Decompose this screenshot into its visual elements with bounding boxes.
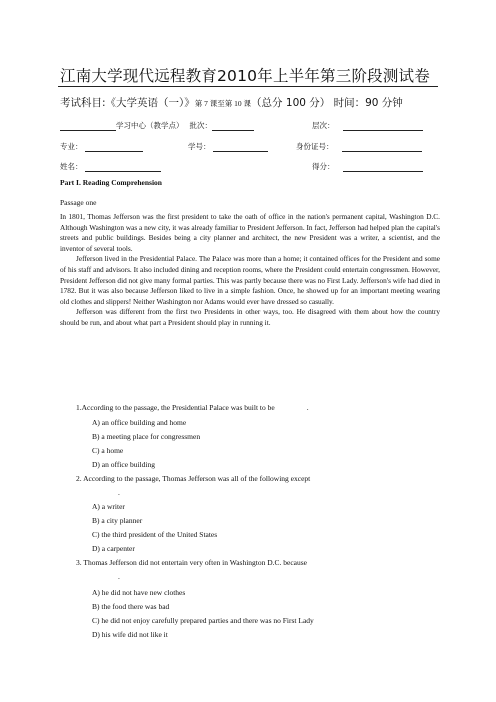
- level-blank[interactable]: [343, 121, 423, 131]
- paragraph-2: Jefferson lived in the Presidential Palace. The Palace was more than a home; it contained offices for the President and some of his staff and advisors. It also included dining and reception rooms, where the President could entertain congressmen. However, President Jefferson did not give many formal parties. This was partly because there was no First Lady. Jefferson's wife had died in 1782. But it was also because Jefferson liked to live in a simple fashion. Once, he showed up for an important meeting wearing old clothes and slippers! Neither Washington nor Adams would ever have dressed so casually.: [60, 254, 440, 306]
- id-label: 身份证号：: [296, 142, 334, 151]
- field-row-1: [60, 120, 254, 132]
- id-field: [296, 141, 422, 153]
- paragraph-1: In 1801, Thomas Jefferson was the first president to take the oath of office in the nation's permanent capital, Washington D.C. Although Washington was a new city, it was already familiar to President Jefferson. In fact, Jefferson had helped plan the capital's streets and public buildings. Besides being a city planner and architect, the new President was a writer, a scientist, and the inventor of several tools.: [60, 212, 440, 253]
- id-blank[interactable]: [342, 142, 422, 152]
- subject-prefix: 考试科目:《大学英语（一）》: [60, 97, 195, 109]
- question-stem: 1.According to the passage, the Presidential Palace was built to be: [76, 403, 275, 412]
- major-blank[interactable]: [85, 142, 143, 152]
- q2-option-b[interactable]: B) a city planner: [92, 516, 143, 525]
- q1-option-a[interactable]: A) an office building and home: [92, 418, 187, 427]
- question-tail: .: [306, 403, 309, 412]
- q2-option-a[interactable]: A) a writer: [92, 502, 125, 511]
- name-label: 姓名：: [60, 162, 83, 171]
- part-title: Part I. Reading Comprehension: [60, 178, 162, 187]
- center-label: 学习中心（教学点）: [116, 121, 184, 130]
- q3-option-b[interactable]: B) the food there was bad: [92, 602, 170, 611]
- question-1: [76, 403, 309, 412]
- title-rule: [58, 86, 438, 87]
- passage-label: Passage one: [60, 198, 97, 207]
- level-field: [312, 120, 423, 132]
- score-field: [312, 161, 423, 173]
- passage-body: [60, 212, 440, 329]
- question-2: [76, 474, 310, 483]
- student-no-label: 学号：: [188, 142, 211, 151]
- question-stem: 3. Thomas Jefferson did not entertain very often in Washington D.C. because: [76, 558, 308, 567]
- q1-option-b[interactable]: B) a meeting place for congressmen: [92, 432, 201, 441]
- question-3-tail: .: [118, 572, 120, 581]
- score-blank[interactable]: [343, 162, 423, 172]
- name-field: [60, 161, 161, 173]
- level-label: 层次：: [312, 121, 335, 130]
- student-no-blank[interactable]: [213, 142, 268, 152]
- paragraph-3: Jefferson was different from the first two Presidents in other ways, too. He disagreed with them about how the country should be run, and about what part a President should play in running it.: [60, 307, 440, 327]
- batch-label: 批次：: [189, 121, 212, 130]
- question-3: [76, 558, 307, 567]
- name-blank[interactable]: [85, 162, 161, 172]
- q2-option-d[interactable]: D) a carpenter: [92, 544, 135, 553]
- subject-line: [60, 95, 403, 110]
- question-stem: 2. According to the passage, Thomas Jefferson was all of the following except: [76, 474, 311, 483]
- q2-option-c[interactable]: C) the third president of the United States: [92, 530, 218, 539]
- center-blank[interactable]: [60, 121, 116, 131]
- q3-option-c[interactable]: C) he did not enjoy carefully prepared parties and there was no First Lady: [92, 616, 314, 625]
- major-label: 专业：: [60, 142, 83, 151]
- q3-option-d[interactable]: D) his wife did not like it: [92, 630, 168, 639]
- batch-blank[interactable]: [212, 121, 254, 131]
- subject-lessons: 第 7 课至第 10 课: [194, 99, 252, 108]
- question-2-tail: .: [118, 488, 120, 497]
- score-label: 得分：: [312, 162, 335, 171]
- q3-option-a[interactable]: A) he did not have new clothes: [92, 588, 186, 597]
- student-no-field: [188, 141, 268, 153]
- q1-option-c[interactable]: C) a home: [92, 446, 124, 455]
- q1-option-d[interactable]: D) an office building: [92, 460, 155, 469]
- major-field: [60, 141, 143, 153]
- subject-suffix: （总分 100 分） 时间：90 分钟: [251, 97, 403, 109]
- exam-title: 江南大学现代远程教育2010年上半年第三阶段测试卷: [60, 67, 430, 85]
